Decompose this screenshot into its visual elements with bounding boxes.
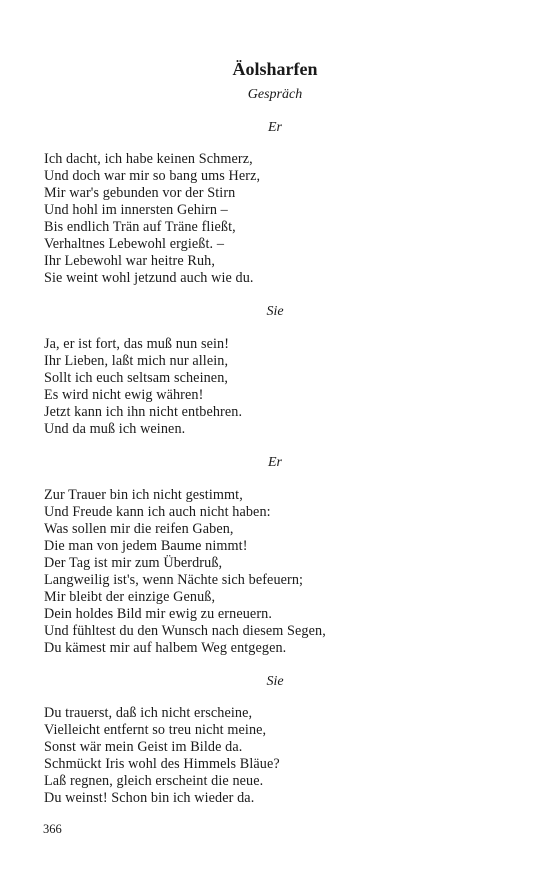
verse-line: Du kämest mir auf halbem Weg entgegen. xyxy=(44,640,287,656)
verse-line: Vielleicht entfernt so treu nicht meine, xyxy=(44,722,267,738)
poem-title: Äolsharfen xyxy=(232,59,318,79)
verse-line: Und Freude kann ich auch nicht haben: xyxy=(44,504,271,520)
verse-line: Bis endlich Trän auf Träne fließt, xyxy=(44,219,236,235)
verse-line: Du weinst! Schon bin ich wieder da. xyxy=(44,790,255,806)
page-number: 366 xyxy=(43,822,62,836)
verse-line: Zur Trauer bin ich nicht gestimmt, xyxy=(44,487,243,503)
verse-line: Langweilig ist's, wenn Nächte sich befeuern; xyxy=(44,572,304,588)
verse-line: Ja, er ist fort, das muß nun sein! xyxy=(44,336,230,352)
verse-line: Du trauerst, daß ich nicht erscheine, xyxy=(44,705,253,721)
verse-line: Die man von jedem Baume nimmt! xyxy=(44,538,248,554)
speaker-label: Er xyxy=(268,120,282,135)
verse-line: Ihr Lieben, laßt mich nur allein, xyxy=(44,353,229,369)
verse-line: Schmückt Iris wohl des Himmels Bläue? xyxy=(44,756,280,772)
verse-line: Sollt ich euch seltsam scheinen, xyxy=(44,370,229,386)
speaker-label: Er xyxy=(268,455,282,470)
verse-line: Der Tag ist mir zum Überdruß, xyxy=(44,555,223,571)
verse-line: Was sollen mir die reifen Gaben, xyxy=(44,521,234,537)
verse-line: Und fühltest du den Wunsch nach diesem Segen, xyxy=(44,623,326,639)
verse-line: Sie weint wohl jetzund auch wie du. xyxy=(44,270,254,286)
stanza xyxy=(44,487,514,657)
verse-line: Mir war's gebunden vor der Stirn xyxy=(44,185,236,201)
poem-subtitle: Gespräch xyxy=(247,87,303,102)
verse-line: Mir bleibt der einzige Genuß, xyxy=(44,589,216,605)
verse-line: Sonst wär mein Geist im Bilde da. xyxy=(44,739,243,755)
verse-line: Laß regnen, gleich erscheint die neue. xyxy=(44,773,264,789)
verse-line: Ihr Lebewohl war heitre Ruh, xyxy=(44,253,216,269)
stanza xyxy=(44,705,514,807)
verse-line: Es wird nicht ewig währen! xyxy=(44,387,204,403)
speaker-label: Sie xyxy=(266,674,284,689)
verse-line: Und hohl im innersten Gehirn – xyxy=(44,202,228,218)
verse-line: Ich dacht, ich habe keinen Schmerz, xyxy=(44,151,253,167)
stanza xyxy=(44,336,514,438)
stanza xyxy=(44,151,514,287)
verse-line: Und da muß ich weinen. xyxy=(44,421,186,437)
verse-line: Verhaltnes Lebewohl ergießt. – xyxy=(44,236,225,252)
verse-line: Jetzt kann ich ihn nicht entbehren. xyxy=(44,404,243,420)
verse-line: Und doch war mir so bang ums Herz, xyxy=(44,168,261,184)
verse-line: Dein holdes Bild mir ewig zu erneuern. xyxy=(44,606,272,622)
speaker-label: Sie xyxy=(266,304,284,319)
